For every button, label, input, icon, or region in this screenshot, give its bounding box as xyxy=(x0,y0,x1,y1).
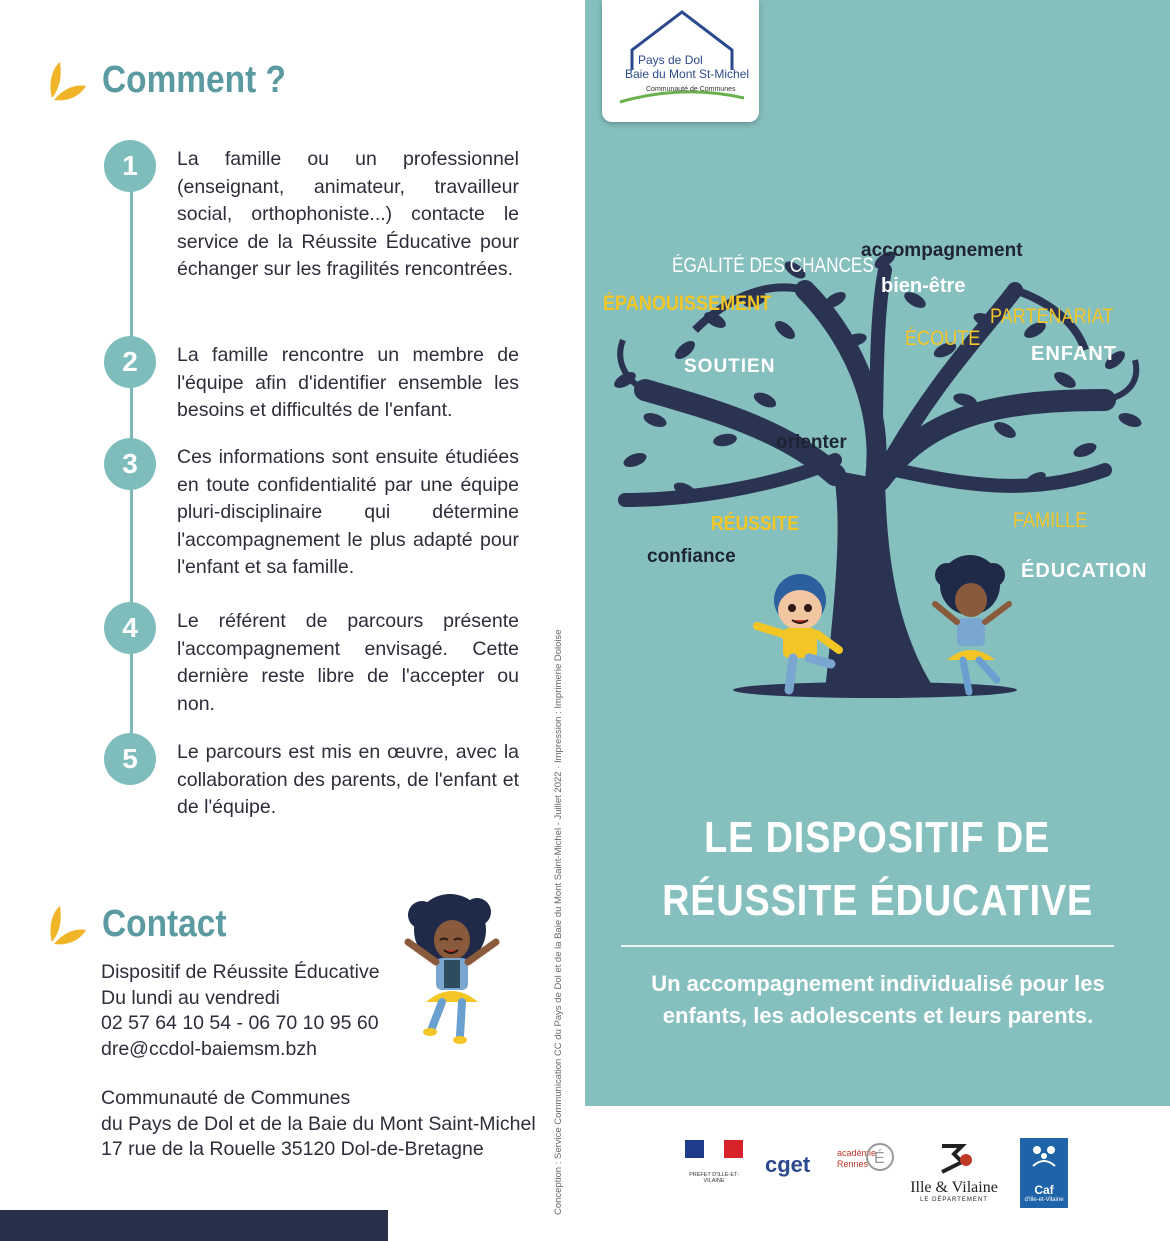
headline-line-1: LE DISPOSITIF DE xyxy=(704,813,1051,862)
word-soutien: SOUTIEN xyxy=(684,356,776,377)
word-orienter: orienter xyxy=(776,432,847,453)
word-reussite: RÉUSSITE xyxy=(711,513,800,535)
logo-line-3: Communauté de Communes xyxy=(646,86,736,93)
headline-subtitle: Un accompagnement individualisé pour les enfants, les adolescents et leurs parents. xyxy=(651,971,1105,1028)
prefet-logo: PRÉFET D'ILLE-ET-VILAINE xyxy=(685,1140,743,1184)
word-confiance: confiance xyxy=(647,546,736,567)
word-egalite: ÉGALITÉ DES CHANCES xyxy=(672,254,874,277)
word-famille: FAMILLE xyxy=(1013,509,1088,532)
step-number: 4 xyxy=(104,602,156,654)
logo-line-1: Pays de Dol xyxy=(638,53,703,67)
word-accompagnement: accompagnement xyxy=(861,240,1023,261)
headline-divider xyxy=(621,945,1114,947)
word-education: ÉDUCATION xyxy=(1021,560,1148,582)
headline-line-2: RÉUSSITE ÉDUCATIVE xyxy=(661,876,1094,925)
step-number: 3 xyxy=(104,438,156,490)
contact-address: 17 rue de la Rouelle 35120 Dol-de-Bretagne xyxy=(101,1138,484,1160)
academie-e-icon xyxy=(865,1140,895,1174)
contact-org-full: du Pays de Dol et de la Baie du Mont Saint-Michel xyxy=(101,1112,536,1135)
contact-hours: Du lundi au vendredi xyxy=(101,986,280,1009)
ille-vilaine-icon xyxy=(934,1144,974,1174)
step-text: Le parcours est mis en œuvre, avec la collaboration des parents, de l'enfant et de l'équipe. xyxy=(177,741,519,818)
partner-logos xyxy=(585,1130,1170,1230)
cget-logo: cget xyxy=(765,1152,811,1177)
svg-text:É: É xyxy=(874,1150,885,1167)
word-ecoute: ÉCOUTE xyxy=(905,327,981,350)
step-text: Le référent de parcours présente l'accompagnement envisagé. Cette dernière reste libre de l'accepter ou non. xyxy=(177,610,519,715)
contact-org: Communauté de Communes xyxy=(101,1087,351,1109)
word-bienetre: bien-être xyxy=(881,275,966,297)
word-epanouissement: ÉPANOUISSEMENT xyxy=(603,292,772,315)
word-enfant: ENFANT xyxy=(1031,343,1117,365)
credit-text: Conception : Service Communication CC du Pays de Dol et de la Baie du Mont Saint-Michel - Juillet 2022 · Impression : Imprimerie Doloise xyxy=(553,629,564,1215)
step-number: 5 xyxy=(104,733,156,785)
academie-logo: académie Rennes xyxy=(837,1148,877,1169)
step-text: La famille rencontre un membre de l'équipe afin d'identifier ensemble les besoins et difficultés de l'enfant. xyxy=(177,344,519,421)
comment-title: Comment ? xyxy=(102,58,286,101)
word-partenariat: PARTENARIAT xyxy=(990,305,1114,328)
girl-illustration xyxy=(935,555,1009,692)
contact-block xyxy=(101,960,536,1163)
step-number: 1 xyxy=(104,140,156,192)
step-text: Ces informations sont ensuite étudiées en toute confidentialité par une équipe pluri-disciplinaire qui détermine l'accompagnement le plus adapté pour l'enfant et sa famille. xyxy=(177,446,519,578)
boy-illustration xyxy=(757,574,839,690)
left-panel xyxy=(0,0,555,1241)
step-number: 2 xyxy=(104,336,156,388)
ille-vilaine-logo: Ille & Vilaine LE DÉPARTEMENT xyxy=(909,1144,999,1203)
step-text: La famille ou un professionnel (enseignant, animateur, travailleur social, orthophoniste...) contacte le service de la Réussite Éducative pour échanger sur les fragilités rencontrées. xyxy=(177,148,519,280)
leaf-icon xyxy=(46,58,88,102)
contact-heading xyxy=(46,902,243,946)
contact-title: Contact xyxy=(102,902,227,945)
contact-email[interactable]: dre@ccdol-baiemsm.bzh xyxy=(101,1037,317,1060)
caf-family-icon xyxy=(1029,1142,1059,1168)
logo-line-2: Baie du Mont St-Michel xyxy=(625,67,750,81)
comment-heading xyxy=(46,58,311,102)
caf-logo: Caf d'Ille-et-Vilaine xyxy=(1020,1138,1068,1208)
leaf-icon xyxy=(46,902,88,946)
footer-bar xyxy=(0,1210,388,1241)
contact-service: Dispositif de Réussite Éducative xyxy=(101,961,380,983)
cover-panel xyxy=(585,0,1170,1106)
contact-phone[interactable]: 02 57 64 10 54 - 06 70 10 95 60 xyxy=(101,1012,379,1034)
